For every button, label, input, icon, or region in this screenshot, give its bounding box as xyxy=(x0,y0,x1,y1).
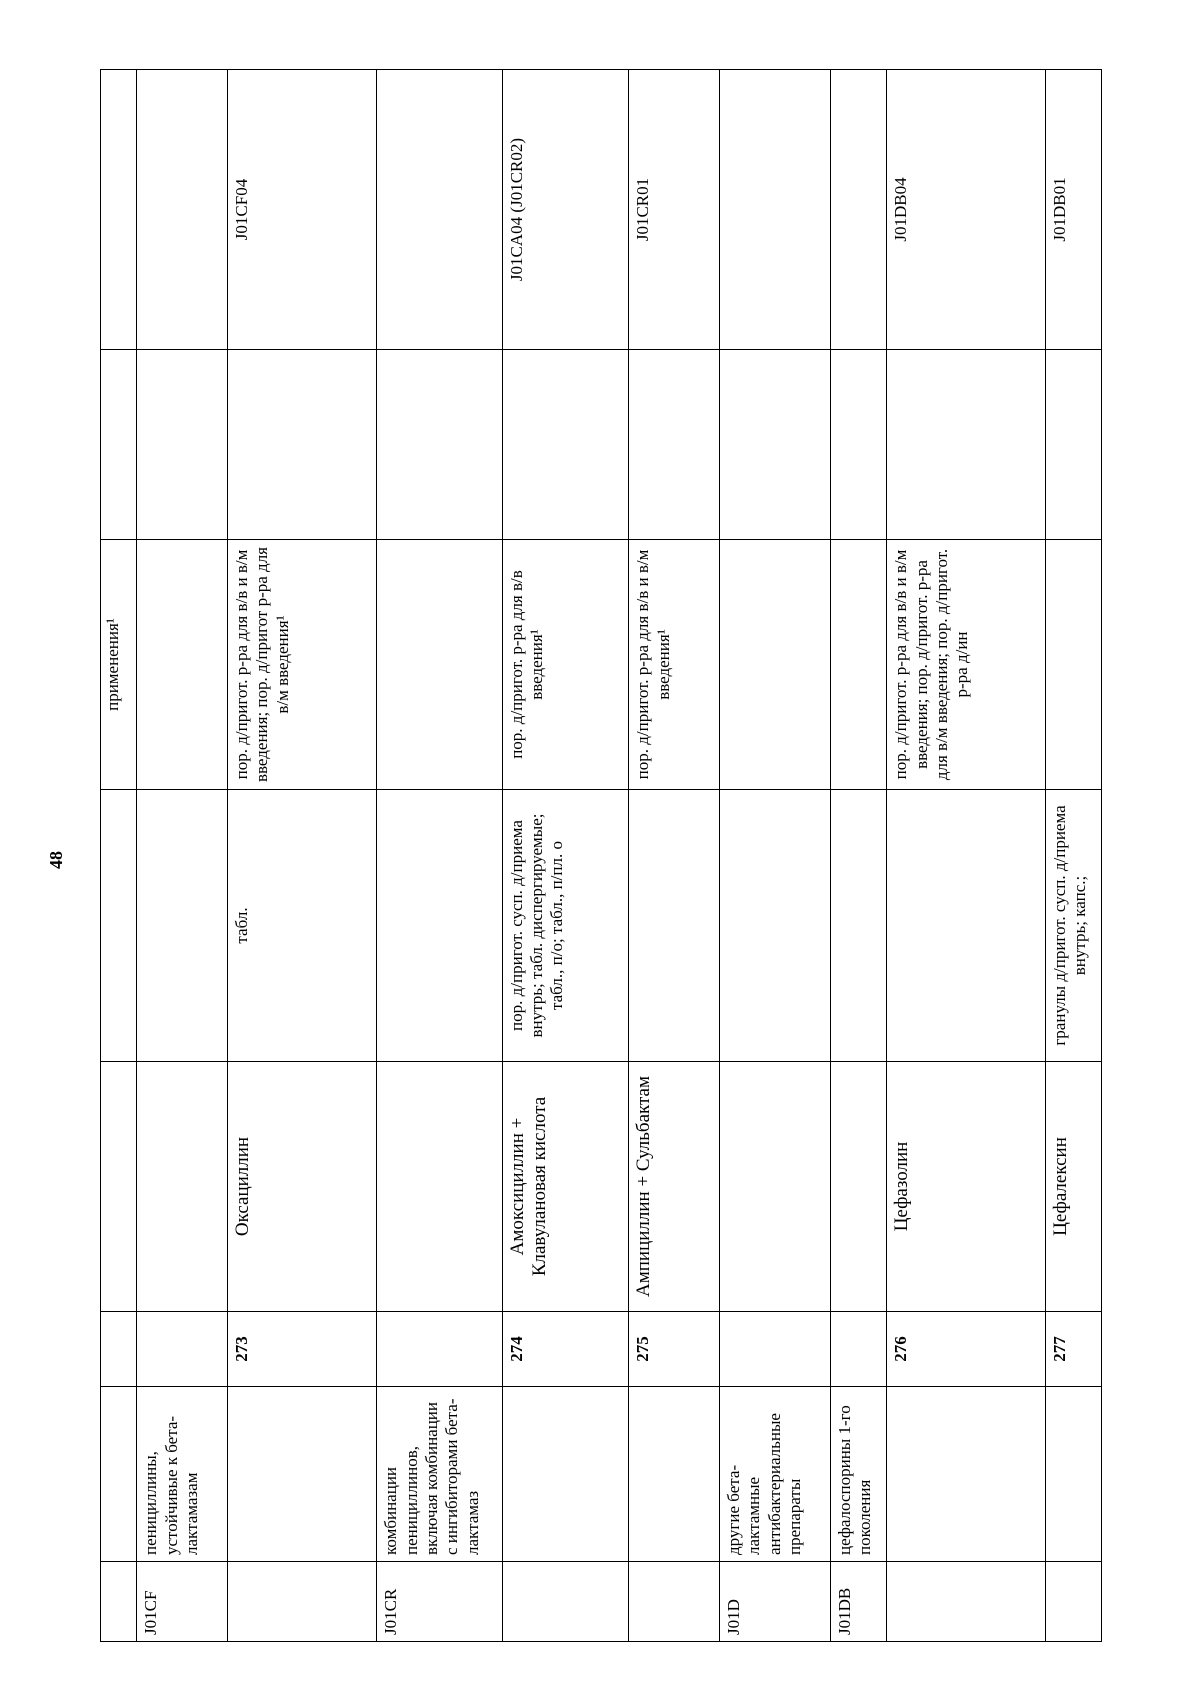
group-cell xyxy=(629,1387,720,1562)
table-row xyxy=(629,70,720,1642)
drug-name-cell: Оксациллин xyxy=(227,1062,376,1312)
drug-name-cell xyxy=(137,1062,228,1312)
drug-name-cell xyxy=(377,1062,503,1312)
forms-injection-cell xyxy=(719,540,830,790)
forms-cell xyxy=(137,790,228,1062)
forms-injection-cell: пор. д/пригот. р-ра для в/в и в/м введения; пор. д/пригот. р-ра для в/м введения; пор. д/пригот. р-ра д/ин xyxy=(887,540,1045,790)
forms-injection-cell xyxy=(830,540,886,790)
atc-code-cell: J01CR01 xyxy=(629,70,720,350)
group-cell: комбинации пенициллинов, включая комбинации с ингибиторами бета-лактамаз xyxy=(377,1387,503,1562)
table-row xyxy=(227,70,376,1642)
drug-table xyxy=(100,69,1102,1642)
atc-code-cell xyxy=(830,70,886,350)
number-cell xyxy=(719,1312,830,1387)
forms-cell: табл. xyxy=(227,790,376,1062)
group-cell xyxy=(227,1387,376,1562)
forms-cell: пор. д/пригот. сусп. д/приема внутрь; табл. диспергируемые; табл., п/о; табл., п/пл. о xyxy=(502,790,629,1062)
header-cell xyxy=(101,790,137,1062)
table-row xyxy=(137,70,228,1642)
empty-cell xyxy=(137,350,228,540)
code-cell: J01DB xyxy=(830,1562,886,1642)
group-cell xyxy=(1045,1387,1101,1562)
forms-injection-cell: пор. д/пригот. р-ра для в/в и в/м введения¹ xyxy=(629,540,720,790)
header-label-cell: применения¹ xyxy=(101,540,137,790)
drug-name-cell xyxy=(719,1062,830,1312)
code-cell: J01CR xyxy=(377,1562,503,1642)
group-cell xyxy=(502,1387,629,1562)
empty-cell xyxy=(227,350,376,540)
forms-cell: гранулы д/пригот. сусп. д/приема внутрь; капс.; xyxy=(1045,790,1101,1062)
empty-cell xyxy=(887,350,1045,540)
forms-injection-cell xyxy=(1045,540,1101,790)
rotated-table-wrapper xyxy=(100,70,1102,1642)
number-cell: 277 xyxy=(1045,1312,1101,1387)
empty-cell xyxy=(629,350,720,540)
atc-code-cell: J01CF04 xyxy=(227,70,376,350)
empty-cell xyxy=(377,350,503,540)
group-cell: другие бета-лактамные антибактериальные препараты xyxy=(719,1387,830,1562)
number-cell: 275 xyxy=(629,1312,720,1387)
drug-name-cell: Ампициллин + Сульбактам xyxy=(629,1062,720,1312)
code-cell xyxy=(502,1562,629,1642)
forms-injection-cell xyxy=(377,540,503,790)
number-cell xyxy=(377,1312,503,1387)
code-cell xyxy=(1045,1562,1101,1642)
code-cell xyxy=(227,1562,376,1642)
number-cell xyxy=(830,1312,886,1387)
forms-injection-cell: пор. д/пригот. р-ра для в/в и в/м введения; пор. д/пригот р-ра для в/м введения¹ xyxy=(227,540,376,790)
code-cell xyxy=(629,1562,720,1642)
atc-code-cell: J01CA04 (J01CR02) xyxy=(502,70,629,350)
forms-cell xyxy=(887,790,1045,1062)
forms-cell xyxy=(629,790,720,1062)
table-row xyxy=(830,70,886,1642)
number-cell: 276 xyxy=(887,1312,1045,1387)
forms-injection-cell: пор. д/пригот. р-ра для в/в введения¹ xyxy=(502,540,629,790)
empty-cell xyxy=(1045,350,1101,540)
empty-cell xyxy=(830,350,886,540)
table-row xyxy=(719,70,830,1642)
group-cell: пенициллины, устойчивые к бета-лактамазам xyxy=(137,1387,228,1562)
forms-injection-cell xyxy=(137,540,228,790)
number-cell xyxy=(137,1312,228,1387)
header-cell xyxy=(101,350,137,540)
drug-name-cell: Цефалексин xyxy=(1045,1062,1101,1312)
code-cell xyxy=(887,1562,1045,1642)
drug-name-cell: Амоксициллин + Клавулановая кислота xyxy=(502,1062,629,1312)
table-row xyxy=(887,70,1045,1642)
atc-code-cell xyxy=(137,70,228,350)
table-row xyxy=(502,70,629,1642)
empty-cell xyxy=(719,350,830,540)
empty-cell xyxy=(502,350,629,540)
header-cell xyxy=(101,1387,137,1562)
header-cell xyxy=(101,70,137,350)
code-cell: J01CF xyxy=(137,1562,228,1642)
atc-code-cell: J01DB04 xyxy=(887,70,1045,350)
group-cell: цефалоспорины 1-го поколения xyxy=(830,1387,886,1562)
atc-code-cell: J01DB01 xyxy=(1045,70,1101,350)
page-number: 48 xyxy=(46,851,66,869)
forms-cell xyxy=(377,790,503,1062)
header-cell xyxy=(101,1062,137,1312)
number-cell: 273 xyxy=(227,1312,376,1387)
code-cell: J01D xyxy=(719,1562,830,1642)
number-cell: 274 xyxy=(502,1312,629,1387)
drug-name-cell xyxy=(830,1062,886,1312)
atc-code-cell xyxy=(377,70,503,350)
table-row xyxy=(377,70,503,1642)
table-header-row xyxy=(101,70,137,1642)
header-cell xyxy=(101,1562,137,1642)
forms-cell xyxy=(719,790,830,1062)
drug-name-cell: Цефазолин xyxy=(887,1062,1045,1312)
table-row xyxy=(1045,70,1101,1642)
group-cell xyxy=(887,1387,1045,1562)
atc-code-cell xyxy=(719,70,830,350)
forms-cell xyxy=(830,790,886,1062)
header-cell xyxy=(101,1312,137,1387)
